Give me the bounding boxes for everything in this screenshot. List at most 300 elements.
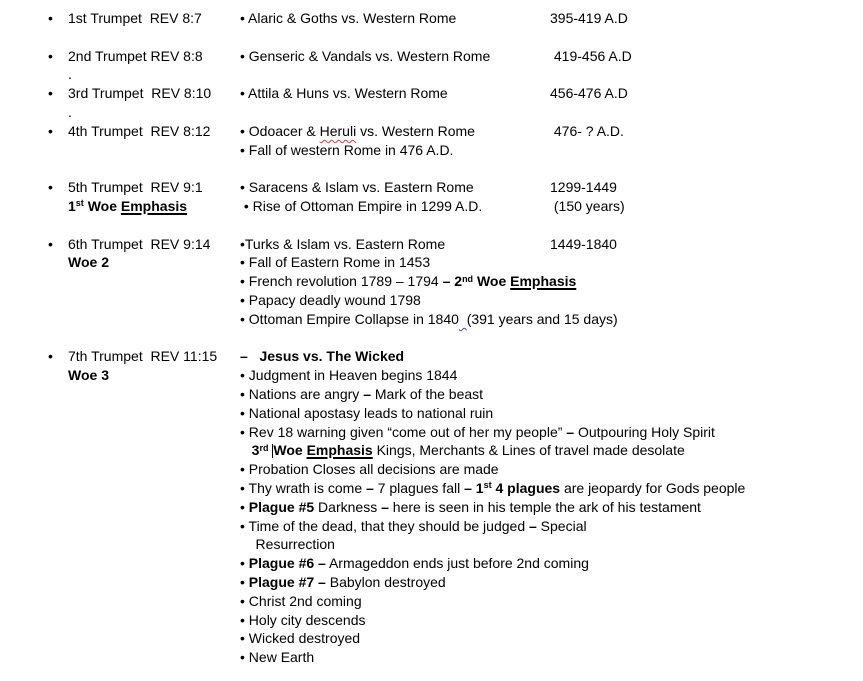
cell-right [550, 141, 863, 160]
text-segment: 4th Trumpet REV 8:12 [68, 122, 211, 139]
cell-right [550, 253, 863, 272]
cell-label [68, 253, 240, 272]
text-segment: here is seen in his temple the ark of his testament [388, 498, 701, 515]
trumpet-6-row [0, 235, 863, 254]
cell-spacer [0, 9, 48, 28]
trumpet-5-row [0, 178, 863, 197]
cell-spacer [0, 535, 48, 554]
text-segment: – 2 [442, 273, 463, 290]
text-segment: Armageddon ends just before 2nd coming [325, 555, 589, 572]
cell-spacer [0, 629, 48, 648]
cell-label [68, 366, 240, 385]
trumpet-7-detail-row [0, 573, 863, 592]
cell-spacer [0, 366, 48, 385]
cell-spacer [0, 479, 48, 500]
cell-spacer [0, 235, 48, 254]
text-segment: 3rd Trumpet REV 8:10 [68, 85, 212, 102]
list-bullet-icon [48, 47, 68, 66]
text-segment: Woe 3 [68, 367, 109, 384]
cell-right [550, 554, 863, 573]
list-bullet-icon [48, 122, 68, 141]
cell-label [68, 159, 240, 178]
text-segment: 1st Trumpet REV 8:7 [68, 10, 202, 26]
text-segment: Woe [83, 197, 121, 214]
list-bullet-icon [48, 197, 68, 218]
list-bullet-icon [48, 9, 68, 28]
text-segment: • Holy city descends [240, 611, 366, 628]
cell-spacer [0, 404, 48, 423]
text-segment: • Attila & Huns vs. Western Rome [240, 85, 448, 102]
trumpet-6-detail-row [0, 291, 863, 310]
list-bullet-icon [48, 28, 68, 47]
stray-period-row [0, 103, 863, 122]
cell-mid [240, 611, 550, 630]
cell-right [550, 479, 863, 500]
cell-right [550, 65, 863, 84]
cell-spacer [0, 84, 48, 103]
cell-spacer [0, 28, 48, 47]
cell-mid [240, 291, 550, 310]
cell-spacer [0, 517, 48, 536]
text-segment: are jeopardy for Gods people [560, 479, 746, 496]
cell-spacer [0, 178, 48, 197]
bullet-icon: • [48, 235, 53, 252]
trumpet-7-detail-row [0, 554, 863, 573]
text-segment: • Time of the dead, that they should be judged [240, 517, 529, 534]
cell-spacer [0, 291, 48, 310]
cell-label [68, 460, 240, 479]
cell-right [550, 197, 863, 218]
text-segment: Kings, Merchants & Lines of travel made desolate [372, 442, 685, 459]
cell-spacer [0, 159, 48, 178]
text-segment: 6th Trumpet REV 9:14 [68, 235, 211, 252]
cell-mid [240, 310, 618, 329]
text-segment: Outpouring Holy Spirit [574, 423, 715, 440]
cell-right [550, 47, 863, 66]
cell-spacer [0, 329, 48, 348]
cell-label [68, 498, 240, 517]
cell-spacer [0, 611, 48, 630]
text-segment: 1 [68, 197, 76, 214]
text-segment: • Thy wrath is come [240, 479, 367, 496]
text-segment: nd [462, 273, 474, 284]
cell-mid [240, 517, 587, 536]
trumpet-6-detail-row [0, 272, 863, 291]
trumpet-3-row [0, 84, 863, 103]
text-segment: st [483, 480, 492, 491]
cell-label [68, 535, 240, 554]
text-segment: • Rev 18 warning given “come out of her my people” [240, 423, 567, 440]
cell-label [68, 385, 240, 404]
text-segment: – [366, 479, 374, 496]
bullet-icon: • [48, 47, 53, 64]
list-bullet-icon [48, 235, 68, 254]
cell-label [68, 47, 240, 66]
cell-right [550, 291, 863, 310]
cell-mid [240, 329, 550, 348]
cell-mid [240, 65, 550, 84]
cell-label [68, 178, 240, 197]
cell-mid [240, 103, 550, 122]
gap-row [0, 28, 863, 47]
cell-right [550, 385, 863, 404]
text-segment: 395-419 A.D [550, 10, 628, 26]
text-segment: • [240, 555, 249, 572]
cell-mid [240, 404, 550, 423]
cell-label [68, 423, 240, 442]
trumpet-7-detail-row [0, 366, 863, 385]
text-segment: • Judgment in Heaven begins 1844 [240, 367, 458, 384]
gap-row [0, 159, 863, 178]
gap-row [0, 216, 863, 235]
text-segment: 7th Trumpet REV 11:15 [68, 348, 218, 365]
text-segment: Woe [473, 273, 511, 290]
text-segment: •Turks & Islam vs. Eastern Rome [240, 235, 446, 252]
cell-right [550, 216, 863, 235]
list-bullet-icon [48, 460, 68, 479]
cell-right [550, 159, 863, 178]
text-segment: • Christ 2nd coming [240, 592, 362, 609]
text-segment: – Jesus vs. The Wicked [240, 348, 405, 365]
cell-spacer [0, 460, 48, 479]
text-segment: – 1 [464, 479, 484, 496]
trumpet-7-detail-row [0, 648, 863, 667]
list-bullet-icon [48, 141, 68, 160]
text-segment: – [381, 498, 389, 515]
text-segment: • Ottoman Empire Collapse in 1840 [240, 310, 459, 327]
cell-mid [240, 648, 550, 667]
trumpet-7-row [0, 347, 863, 366]
cell-label [68, 122, 240, 141]
cell-spacer [0, 197, 48, 218]
text-segment: • National apostasy leads to national ruin [240, 404, 494, 421]
text-segment: Plague #5 [248, 498, 315, 515]
cell-right [550, 122, 863, 141]
trumpet-7-detail-row [0, 592, 863, 611]
text-segment: Emphasis [306, 442, 373, 459]
cell-right [550, 517, 863, 536]
cell-label [68, 28, 240, 47]
cell-mid [240, 9, 550, 28]
cell-mid [240, 159, 550, 178]
text-segment: • [240, 498, 249, 515]
cell-spacer [0, 423, 48, 442]
cell-label [68, 592, 240, 611]
cell-mid [240, 84, 550, 103]
cell-mid [240, 629, 550, 648]
trumpet-7-detail-row [0, 517, 863, 536]
text-segment: Heruli [319, 122, 357, 139]
cell-mid [240, 423, 715, 442]
text-segment: Plague #7 – [248, 573, 326, 590]
text-segment: • Saracens & Islam vs. Eastern Rome [240, 179, 474, 196]
text-segment: Special [536, 517, 587, 534]
document-body[interactable] [0, 9, 863, 667]
cell-right [550, 404, 863, 423]
text-segment: 1449-1840 [550, 235, 617, 252]
trumpet-4-detail-row [0, 141, 863, 160]
cell-right [550, 498, 863, 517]
text-segment: Woe 2 [68, 254, 109, 271]
text-segment: – [566, 423, 575, 440]
list-bullet-icon [48, 385, 68, 404]
cell-label [68, 554, 240, 573]
list-bullet-icon [48, 347, 68, 366]
cell-spacer [0, 347, 48, 366]
text-segment: 419-456 A.D [550, 47, 632, 64]
cell-mid [240, 573, 550, 592]
trumpet-7-detail-row [0, 498, 863, 517]
text-segment: • Nations are angry [240, 385, 364, 402]
cell-right [550, 347, 863, 366]
cell-mid [240, 479, 746, 500]
list-bullet-icon [48, 554, 68, 573]
cell-mid [240, 235, 550, 254]
cell-right [550, 28, 863, 47]
list-bullet-icon [48, 291, 68, 310]
cell-mid [240, 441, 685, 462]
trumpet-6-detail-row [0, 253, 863, 272]
cell-mid [240, 366, 550, 385]
trumpet-7-detail-row [0, 460, 863, 479]
text-segment: 3 [240, 442, 260, 459]
cell-mid [240, 197, 550, 218]
text-segment: Woe [273, 442, 307, 459]
list-bullet-icon [48, 479, 68, 500]
list-bullet-icon [48, 648, 68, 667]
cell-label [68, 65, 240, 84]
cell-spacer [0, 441, 48, 462]
bullet-icon: • [48, 122, 53, 139]
cell-right [550, 611, 863, 630]
cell-right [550, 592, 863, 611]
cell-label [68, 141, 240, 160]
bullet-icon: • [48, 348, 53, 365]
cell-spacer [0, 47, 48, 66]
trumpet-7-detail-row [0, 441, 863, 460]
bullet-icon: • [48, 179, 53, 196]
text-segment: 4 plagues [491, 479, 561, 496]
cell-spacer [0, 65, 48, 84]
cell-spacer [0, 103, 48, 122]
trumpet-7-detail-row [0, 535, 863, 554]
bullet-icon: • [48, 85, 53, 102]
list-bullet-icon [48, 423, 68, 442]
cell-label [68, 272, 240, 293]
cell-mid [240, 272, 577, 293]
cell-label [68, 291, 240, 310]
cell-label [68, 441, 240, 462]
trumpet-7-detail-row [0, 611, 863, 630]
cell-mid [240, 47, 550, 66]
list-bullet-icon [48, 498, 68, 517]
text-segment: (391 years and 15 days) [466, 310, 618, 327]
cell-right [550, 310, 863, 329]
text-segment: . [68, 66, 72, 83]
cell-label [68, 479, 240, 500]
text-segment: Babylon destroyed [325, 573, 446, 590]
cell-label [68, 197, 240, 218]
text-segment: rd [259, 442, 269, 453]
list-bullet-icon [48, 517, 68, 536]
cell-spacer [0, 310, 48, 329]
text-segment: 7 plagues fall [373, 479, 465, 496]
gap-row [0, 329, 863, 348]
cell-mid [240, 554, 589, 573]
list-bullet-icon [48, 535, 68, 554]
list-bullet-icon [48, 178, 68, 197]
list-bullet-icon [48, 159, 68, 178]
text-segment: 456-476 A.D [550, 85, 628, 102]
text-segment: 1299-1449 [550, 179, 617, 196]
cell-spacer [0, 385, 48, 404]
list-bullet-icon [48, 253, 68, 272]
text-segment: • [240, 573, 249, 590]
cell-label [68, 611, 240, 630]
text-segment: • Rise of Ottoman Empire in 1299 A.D. [240, 197, 483, 214]
trumpet-4-row [0, 122, 863, 141]
text-segment: . [68, 103, 72, 120]
cell-label [68, 629, 240, 648]
cell-label [68, 329, 240, 348]
cell-right [550, 272, 863, 293]
cell-mid [240, 385, 550, 404]
list-bullet-icon [48, 216, 68, 235]
cell-mid [240, 253, 550, 272]
trumpet-1-row [0, 9, 863, 28]
list-bullet-icon [48, 366, 68, 385]
trumpet-7-detail-row [0, 423, 863, 442]
trumpet-7-detail-row [0, 385, 863, 404]
list-bullet-icon [48, 310, 68, 329]
text-segment [459, 311, 467, 327]
list-bullet-icon [48, 103, 68, 122]
text-segment: • Fall of western Rome in 476 A.D. [240, 141, 454, 158]
list-bullet-icon [48, 629, 68, 648]
cell-right [550, 460, 863, 479]
cell-mid [240, 216, 550, 235]
cell-right [550, 366, 863, 385]
text-segment: – [363, 385, 371, 402]
cell-spacer [0, 648, 48, 667]
cell-label [68, 84, 240, 103]
text-segment: • Papacy deadly wound 1798 [240, 291, 421, 308]
cell-spacer [0, 498, 48, 517]
cell-right [550, 103, 863, 122]
bullet-icon: • [48, 10, 53, 26]
cell-spacer [0, 122, 48, 141]
list-bullet-icon [48, 404, 68, 423]
cell-mid [240, 141, 550, 160]
text-segment: • French revolution 1789 – 1794 [240, 273, 443, 290]
cell-right [550, 178, 863, 197]
text-segment: – [529, 517, 537, 534]
cell-right [550, 535, 863, 554]
cell-right [550, 648, 863, 667]
cell-spacer [0, 573, 48, 592]
cell-spacer [0, 141, 48, 160]
cell-mid [240, 535, 550, 554]
cell-right [550, 629, 863, 648]
cell-spacer [0, 253, 48, 272]
text-segment: Resurrection [240, 536, 335, 553]
cell-mid [240, 498, 701, 517]
text-segment: Darkness [314, 498, 382, 515]
cell-right [550, 573, 863, 592]
cell-spacer [0, 554, 48, 573]
cell-right [550, 441, 863, 462]
cell-right [550, 9, 863, 28]
cell-right [550, 84, 863, 103]
cell-label [68, 648, 240, 667]
trumpet-6-detail-row [0, 310, 863, 329]
text-segment: vs. Western Rome [356, 122, 475, 139]
list-bullet-icon [48, 329, 68, 348]
list-bullet-icon [48, 573, 68, 592]
cell-right [550, 235, 863, 254]
cell-right [550, 329, 863, 348]
cell-label [68, 347, 240, 366]
text-segment: st [75, 198, 84, 209]
text-segment: Emphasis [120, 197, 188, 214]
cell-mid [240, 347, 550, 366]
text-segment: Plague #6 – [248, 555, 326, 572]
trumpet-7-detail-row [0, 404, 863, 423]
list-bullet-icon [48, 611, 68, 630]
trumpet-2-row [0, 47, 863, 66]
text-segment: • Fall of Eastern Rome in 1453 [240, 254, 431, 271]
cell-label [68, 573, 240, 592]
text-segment: 476- ? A.D. [550, 122, 624, 139]
text-segment: Emphasis [510, 273, 577, 290]
list-bullet-icon [48, 84, 68, 103]
cell-right [550, 423, 863, 442]
text-segment: 2nd Trumpet REV 8:8 [68, 47, 203, 64]
trumpet-7-detail-row [0, 629, 863, 648]
text-segment: Mark of the beast [370, 385, 484, 402]
cell-label [68, 103, 240, 122]
stray-period-row [0, 65, 863, 84]
cell-spacer [0, 216, 48, 235]
text-segment: • Odoacer & [240, 122, 320, 139]
list-bullet-icon [48, 65, 68, 84]
cell-spacer [0, 272, 48, 293]
cell-label [68, 310, 240, 329]
text-segment: 5th Trumpet REV 9:1 [68, 179, 203, 196]
cell-spacer [0, 592, 48, 611]
cell-label [68, 404, 240, 423]
cell-mid [240, 122, 550, 141]
cell-mid [240, 178, 550, 197]
list-bullet-icon [48, 592, 68, 611]
cell-label [68, 216, 240, 235]
list-bullet-icon [48, 272, 68, 293]
text-segment: • Wicked destroyed [240, 630, 361, 647]
cell-label [68, 235, 240, 254]
trumpet-5-detail-row [0, 197, 863, 216]
cell-label [68, 517, 240, 536]
text-segment: • New Earth [240, 649, 315, 666]
text-segment: • Probation Closes all decisions are made [240, 461, 499, 478]
text-segment: • Alaric & Goths vs. Western Rome [240, 10, 457, 26]
trumpet-7-detail-row [0, 479, 863, 498]
cell-label [68, 9, 240, 28]
text-segment: (150 years) [550, 197, 625, 214]
cell-mid [240, 592, 550, 611]
list-bullet-icon [48, 441, 68, 462]
cell-mid [240, 28, 550, 47]
cell-mid [240, 460, 550, 479]
